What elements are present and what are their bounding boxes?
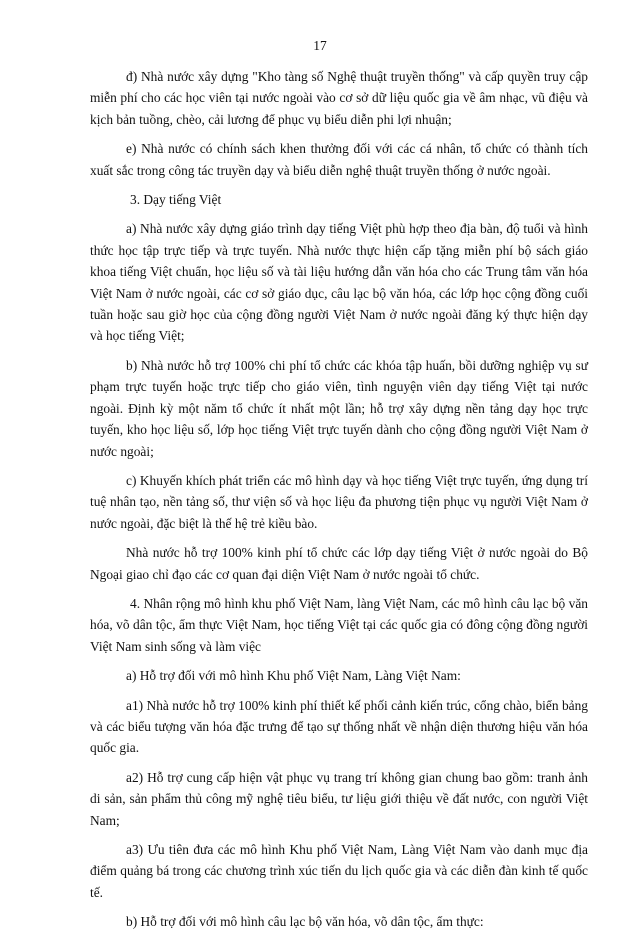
paragraph-b-teacher-training: b) Nhà nước hỗ trợ 100% chi phí tổ chức các khóa tập huấn, bồi dưỡng nghiệp vụ sư phạm trực tuyến hoặc trực tiếp cho giáo viên, tình nguyện viên dạy tiếng Việt tại nước ngoài. Định kỳ một năm tổ chức ít nhất một lần; hỗ trợ xây dựng nền tảng dạy học trực tuyến, kho học liệu số, lớp học tiếng Việt trực tuyến dành cho cộng đồng người Việt Nam ở nước ngoài; bbox=[90, 357, 588, 459]
section-heading-teaching-vietnamese: 3. Dạy tiếng Việt bbox=[130, 192, 222, 208]
paragraph-a1-architecture-design: a1) Nhà nước hỗ trợ 100% kinh phí thiết kế phối cảnh kiến trúc, cổng chào, biển bảng và các biểu tượng văn hóa đặc trưng để tạo sự thống nhất về nhận diện thương hiệu văn hóa quốc gia. bbox=[90, 697, 588, 756]
paragraph-e-commendation-policy: e) Nhà nước có chính sách khen thưởng đối với các cá nhân, tổ chức có thành tích xuất sắc trong công tác truyền dạy và biểu diễn nghệ thuật truyền thống ở nước ngoài. bbox=[90, 141, 588, 178]
paragraph-a2-decor-artifacts: a2) Hỗ trợ cung cấp hiện vật phục vụ trang trí không gian chung bao gồm: tranh ảnh di sản, sản phẩm thủ công mỹ nghệ tiêu biểu, tư liệu giới thiệu về đất nước, con người Việt Nam; bbox=[90, 769, 588, 828]
paragraph-b-club-support: b) Hỗ trợ đối với mô hình câu lạc bộ văn hóa, võ dân tộc, ẩm thực: bbox=[126, 914, 484, 930]
paragraph-c-online-learning: c) Khuyến khích phát triển các mô hình dạy và học tiếng Việt trực tuyến, ứng dụng trí tuệ nhân tạo, nền tảng số, thư viện số và học liệu đa phương tiện phục vụ người Việt Nam ở nước ngoài, đặc biệt là thế hệ trẻ kiều bào. bbox=[90, 472, 588, 531]
section-heading-replicate-models: 4. Nhân rộng mô hình khu phố Việt Nam, làng Việt Nam, các mô hình câu lạc bộ văn hóa, võ dân tộc, ẩm thực Việt Nam, học tiếng Việt tại các quốc gia có đông cộng đồng người Việt Nam sinh sống và làm việc bbox=[90, 595, 588, 654]
document-body bbox=[90, 66, 588, 941]
page-number: 17 bbox=[313, 38, 327, 53]
paragraph-a3-tourism-promotion: a3) Ưu tiên đưa các mô hình Khu phố Việt Nam, Làng Việt Nam vào danh mục địa điểm quảng bá trong các chương trình xúc tiến du lịch quốc gia và các diễn đàn kinh tế quốc tế. bbox=[90, 842, 588, 900]
paragraph-d-digital-art-archive: đ) Nhà nước xây dựng "Kho tàng số Nghệ thuật truyền thống" và cấp quyền truy cập miễn phí cho các học viên tại nước ngoài vào cơ sở dữ liệu quốc gia về âm nhạc, vũ điệu và kịch bản tuồng, chèo, cải lương để phục vụ biểu diễn phi lợi nhuận; bbox=[90, 69, 588, 127]
paragraph-class-funding: Nhà nước hỗ trợ 100% kinh phí tổ chức các lớp dạy tiếng Việt ở nước ngoài do Bộ Ngoại giao chỉ đạo các cơ quan đại diện Việt Nam ở nước ngoài tổ chức. bbox=[90, 545, 588, 582]
paragraph-a-textbooks: a) Nhà nước xây dựng giáo trình dạy tiếng Việt phù hợp theo địa bàn, độ tuổi và hình thức học tập trực tiếp và trực tuyến. Nhà nước thực hiện cấp tặng miễn phí bộ sách giáo khoa tiếng Việt chuẩn, học liệu số và tài liệu hướng dẫn văn hóa cho các Trung tâm văn hóa Việt Nam ở nước ngoài, các cơ sở giáo dục, câu lạc bộ văn hóa, các lớp học cộng đồng cuối tuần hoặc sau giờ học của cộng đồng người Việt Nam ở nước ngoài đăng ký thực hiện dạy và học tiếng Việt; bbox=[90, 221, 588, 344]
paragraph-a-street-village-support: a) Hỗ trợ đối với mô hình Khu phố Việt Nam, Làng Việt Nam: bbox=[126, 668, 461, 684]
